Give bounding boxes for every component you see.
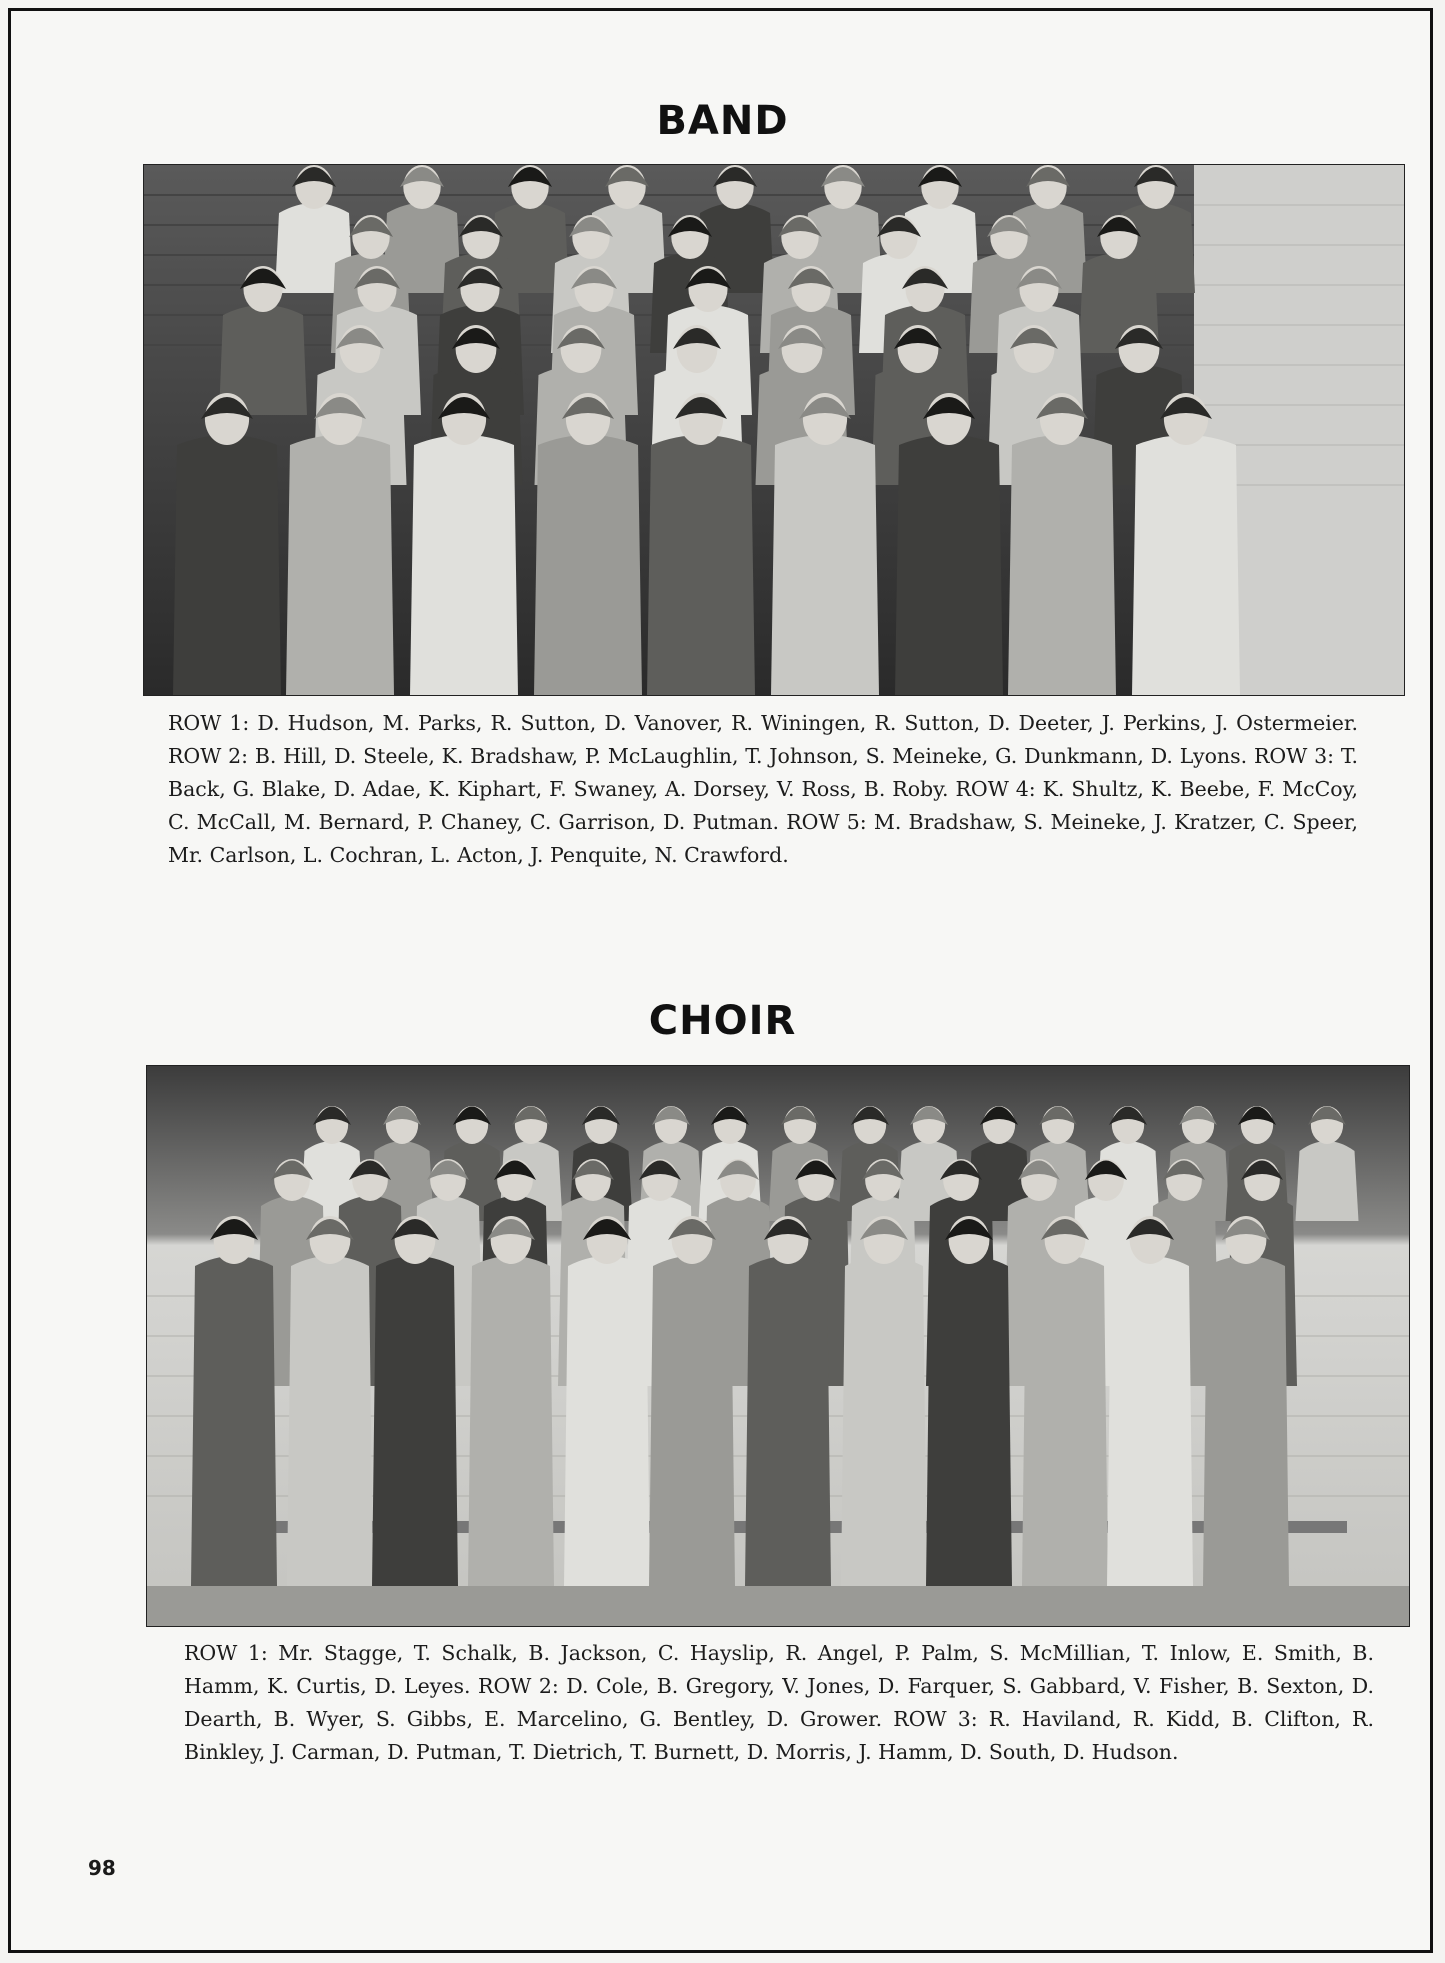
person-figure bbox=[468, 1256, 554, 1586]
band-photo-illustration bbox=[144, 165, 1404, 695]
person-figure bbox=[649, 1256, 735, 1586]
choir-photo-illustration bbox=[147, 1066, 1409, 1626]
page-number: 98 bbox=[88, 1856, 116, 1880]
band-title: BAND bbox=[656, 98, 789, 144]
choir-title: CHOIR bbox=[648, 998, 797, 1044]
person-figure bbox=[1107, 1256, 1193, 1586]
person-figure bbox=[1203, 1256, 1289, 1586]
person-figure bbox=[191, 1256, 277, 1586]
person-figure bbox=[1022, 1256, 1108, 1586]
person-figure bbox=[286, 435, 394, 695]
person-figure bbox=[564, 1256, 650, 1586]
person-figure bbox=[926, 1256, 1012, 1586]
person-figure bbox=[372, 1256, 458, 1586]
person-figure bbox=[771, 435, 879, 695]
person-figure bbox=[1132, 435, 1240, 695]
person-figure bbox=[287, 1256, 373, 1586]
person-figure bbox=[1008, 435, 1116, 695]
band-group-photo bbox=[143, 164, 1405, 696]
choir-group-photo bbox=[146, 1065, 1410, 1627]
person-figure bbox=[647, 435, 755, 695]
person-figure bbox=[1296, 1141, 1359, 1221]
choir-caption: ROW 1: Mr. Stagge, T. Schalk, B. Jackson, C. Hayslip, R. Angel, P. Palm, S. McMillian, T. Inlow, E. Smith, B. Hamm, K. Curtis, D. Leyes. ROW 2: D. Cole, B. Gregory, V. Jones, D. Farquer, S. Gabbard, V. Fisher, B. Sexton, D. Dearth, B. Wyer, S. Gibbs, E. Marcelino, G. Bentley, D. Grower. ROW 3: R. Haviland, R. Kidd, B. Clifton, R. Binkley, J. Carman, D. Putman, T. Dietrich, T. Burnett, D. Morris, J. Hamm, D. South, D. Hudson. bbox=[184, 1641, 1374, 1764]
person-figure bbox=[745, 1256, 831, 1586]
person-figure bbox=[410, 435, 518, 695]
person-figure bbox=[895, 435, 1003, 695]
person-figure bbox=[534, 435, 642, 695]
person-figure bbox=[841, 1256, 927, 1586]
person-figure bbox=[173, 435, 281, 695]
band-caption: ROW 1: D. Hudson, M. Parks, R. Sutton, D. Vanover, R. Winingen, R. Sutton, D. Deeter, J. Perkins, J. Ostermeier. ROW 2: B. Hill, D. Steele, K. Bradshaw, P. McLaughlin, T. Johnson, S. Meineke, G. Dunkmann, D. Lyons. ROW 3: T. Back, G. Blake, D. Adae, K. Kiphart, F. Swaney, A. Dorsey, V. Ross, B. Roby. ROW 4: K. Shultz, K. Beebe, F. McCoy, C. McCall, M. Bernard, P. Chaney, C. Garrison, D. Putman. ROW 5: M. Bradshaw, S. Meineke, J. Kratzer, C. Speer, Mr. Carlson, L. Cochran, L. Acton, J. Penquite, N. Crawford. bbox=[168, 711, 1358, 867]
